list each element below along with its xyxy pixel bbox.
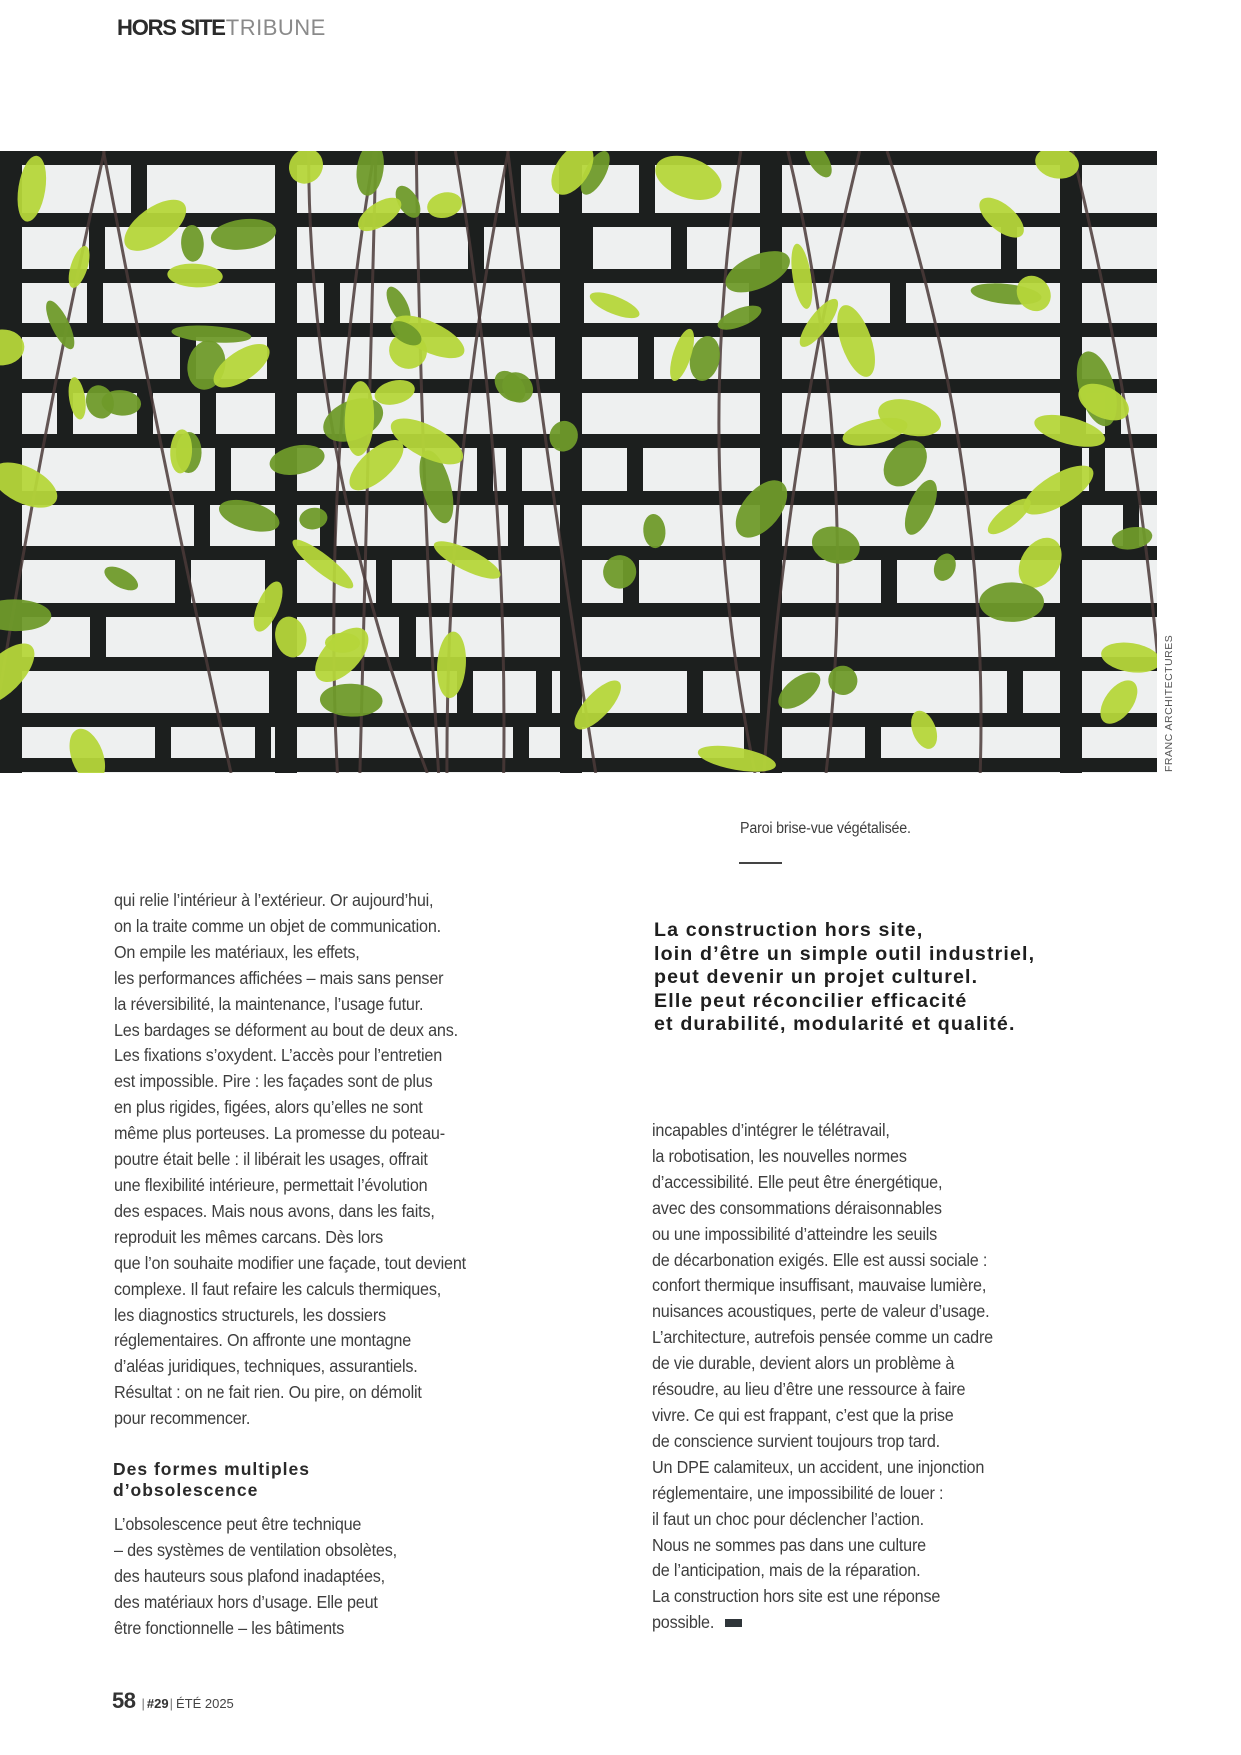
body-text-line: les performances affichées – mais sans penser bbox=[114, 967, 444, 988]
body-text-line: de conscience survient toujours trop tard. bbox=[652, 1430, 940, 1451]
body-text-line: Un DPE calamiteux, un accident, une injonction bbox=[652, 1456, 985, 1477]
lattice-divider bbox=[766, 323, 782, 393]
lattice-divider bbox=[324, 269, 340, 337]
body-text-line: une flexibilité intérieure, permettait l’évolution bbox=[114, 1174, 428, 1195]
body-text-line: On empile les matériaux, les effets, bbox=[114, 941, 360, 962]
body-text-line: être fonctionnelle – les bâtiments bbox=[114, 1617, 345, 1638]
lattice-divider bbox=[508, 491, 524, 560]
page-footer bbox=[112, 1688, 234, 1714]
lattice-divider bbox=[155, 713, 171, 772]
body-text-line: L’obsolescence peut être technique bbox=[114, 1514, 362, 1534]
caption-divider bbox=[739, 862, 782, 864]
footer-separator: | bbox=[169, 1696, 173, 1711]
photo-caption: Paroi brise-vue végétalisée. bbox=[740, 820, 911, 837]
running-header bbox=[117, 15, 326, 41]
lattice-divider bbox=[687, 657, 703, 727]
subheading-line: d’obsolescence bbox=[113, 1480, 259, 1500]
footer-separator: | bbox=[141, 1696, 145, 1711]
body-text-line: en plus rigides, figées, alors qu’elles ne sont bbox=[114, 1097, 423, 1118]
body-text-line: des hauteurs sous plafond inadaptées, bbox=[114, 1565, 385, 1586]
lattice-divider bbox=[1123, 491, 1139, 560]
body-text-line: est impossible. Pire : les façades sont de plus bbox=[114, 1071, 433, 1092]
body-text-line: complexe. Il faut refaire les calculs thermiques, bbox=[114, 1278, 442, 1299]
body-text-line: réglementaires. On affronte une montagne bbox=[114, 1330, 412, 1351]
lattice-divider bbox=[865, 713, 881, 772]
end-of-article-mark bbox=[725, 1619, 742, 1627]
lattice-divider bbox=[399, 603, 415, 671]
right-column bbox=[652, 1118, 1019, 1636]
pull-quote-line: La construction hors site, bbox=[654, 919, 924, 941]
photo-credit: FRANC ARCHITECTURES bbox=[1163, 634, 1175, 772]
header-section: HORS SITE bbox=[117, 15, 225, 40]
page-number: 58 bbox=[112, 1688, 136, 1713]
lattice-divider bbox=[255, 713, 271, 772]
body-text-line: il faut un choc pour déclencher l’action. bbox=[652, 1508, 924, 1529]
body-text-line: poutre était belle : il libérait les usages, offrait bbox=[114, 1149, 428, 1170]
section-subheading bbox=[113, 1459, 310, 1501]
pull-quote bbox=[654, 919, 1035, 1037]
body-text-line: confort thermique insuffisant, mauvaise lumière, bbox=[652, 1275, 987, 1296]
body-text-line: de décarbonation exigés. Elle est aussi sociale : bbox=[652, 1249, 988, 1270]
body-text-line: reproduit les mêmes carcans. Dès lors bbox=[114, 1226, 384, 1247]
body-text-line: de l’anticipation, mais de la réparation. bbox=[652, 1560, 921, 1581]
body-text-line: Nous ne sommes pas dans une culture bbox=[652, 1534, 926, 1555]
pull-quote-line: peut devenir un projet culturel. bbox=[654, 966, 979, 989]
body-text-line: que l’on souhaite modifier une façade, tout devient bbox=[114, 1252, 466, 1273]
body-text-line: nuisances acoustiques, perte de valeur d’usage. bbox=[652, 1301, 990, 1322]
body-text-line: Résultat : on ne fait rien. Ou pire, on démolit bbox=[114, 1382, 422, 1403]
lattice-divider bbox=[536, 657, 552, 727]
body-text-line: les diagnostics structurels, les dossiers bbox=[114, 1304, 386, 1325]
body-text-line: – des systèmes de ventilation obsolètes, bbox=[114, 1539, 397, 1560]
body-text-line: résoudre, au lieu d’être une ressource à faire bbox=[652, 1379, 966, 1400]
photo-illustration bbox=[0, 151, 1157, 773]
body-text-line: d’aléas juridiques, techniques, assurantiels. bbox=[114, 1356, 418, 1377]
body-text-line: d’accessibilité. Elle peut être énergétique, bbox=[652, 1171, 943, 1192]
body-text-line: de vie durable, devient alors un problème à bbox=[652, 1353, 955, 1374]
left-column bbox=[114, 888, 492, 1432]
lattice-divider bbox=[267, 323, 283, 393]
lattice-divider bbox=[638, 323, 654, 393]
lattice-divider bbox=[639, 151, 655, 227]
lattice-divider bbox=[555, 323, 571, 393]
body-text-line: réglementaire, une impossibilité de louer : bbox=[652, 1482, 944, 1503]
lattice-post bbox=[1060, 151, 1082, 773]
body-text-line: la robotisation, les nouvelles normes bbox=[652, 1145, 907, 1166]
header-rubric: TRIBUNE bbox=[225, 15, 326, 40]
body-text-line: pour recommencer. bbox=[114, 1408, 251, 1429]
lattice-divider bbox=[269, 657, 285, 727]
left-column-continued bbox=[114, 1512, 418, 1642]
body-text-line: possible. bbox=[652, 1612, 715, 1633]
pull-quote-line: Elle peut réconcilier efficacité bbox=[654, 989, 968, 1012]
lattice-divider bbox=[890, 269, 906, 337]
body-text-line: ou une impossibilité d’atteindre les seuils bbox=[652, 1223, 938, 1244]
lattice-divider bbox=[1055, 603, 1071, 671]
body-text-line: L’architecture, autrefois pensée comme un cadre bbox=[652, 1327, 993, 1348]
lattice-divider bbox=[881, 546, 897, 617]
lattice-divider bbox=[87, 269, 103, 337]
issue-season: ÉTÉ 2025 bbox=[175, 1696, 234, 1711]
lattice-divider bbox=[477, 434, 493, 505]
body-text-line: Les fixations s’oxydent. L’accès pour l’entretien bbox=[114, 1045, 443, 1066]
leaf bbox=[979, 582, 1044, 621]
lattice-divider bbox=[671, 213, 687, 283]
body-text-line: qui relie l’intérieur à l’extérieur. Or aujourd’hui, bbox=[114, 890, 434, 910]
body-text-line: avec des consommations déraisonnables bbox=[652, 1197, 942, 1218]
pull-quote-line: loin d’être un simple outil industriel, bbox=[654, 942, 1036, 965]
lattice-divider bbox=[627, 434, 643, 505]
body-text-line: la réversibilité, la maintenance, l’usage futur. bbox=[114, 993, 424, 1014]
body-text-line: on la traite comme un objet de communication. bbox=[114, 915, 441, 936]
photo-green-screen bbox=[0, 151, 1157, 773]
issue-number: #29 bbox=[146, 1696, 169, 1711]
pull-quote-line: et durabilité, modularité et qualité. bbox=[654, 1013, 1016, 1036]
lattice-divider bbox=[215, 434, 231, 505]
body-text-line: des matériaux hors d’usage. Elle peut bbox=[114, 1591, 378, 1612]
body-text-line: La construction hors site est une réponse bbox=[652, 1586, 941, 1607]
lattice-divider bbox=[90, 603, 106, 671]
subheading-line: Des formes multiples bbox=[113, 1459, 310, 1479]
lattice-divider bbox=[1007, 657, 1023, 727]
body-text-line: des espaces. Mais nous avons, dans les faits, bbox=[114, 1200, 435, 1221]
lattice-divider bbox=[376, 546, 392, 617]
body-text-line: même plus porteuses. La promesse du poteau- bbox=[114, 1123, 445, 1144]
lattice-divider bbox=[194, 491, 210, 560]
body-text-line: incapables d’intégrer le télétravail, bbox=[652, 1120, 890, 1140]
body-text-line: vivre. Ce qui est frappant, c’est que la prise bbox=[652, 1404, 954, 1425]
body-text-line: Les bardages se déforment au bout de deux ans. bbox=[114, 1019, 458, 1040]
lattice-divider bbox=[513, 713, 529, 772]
